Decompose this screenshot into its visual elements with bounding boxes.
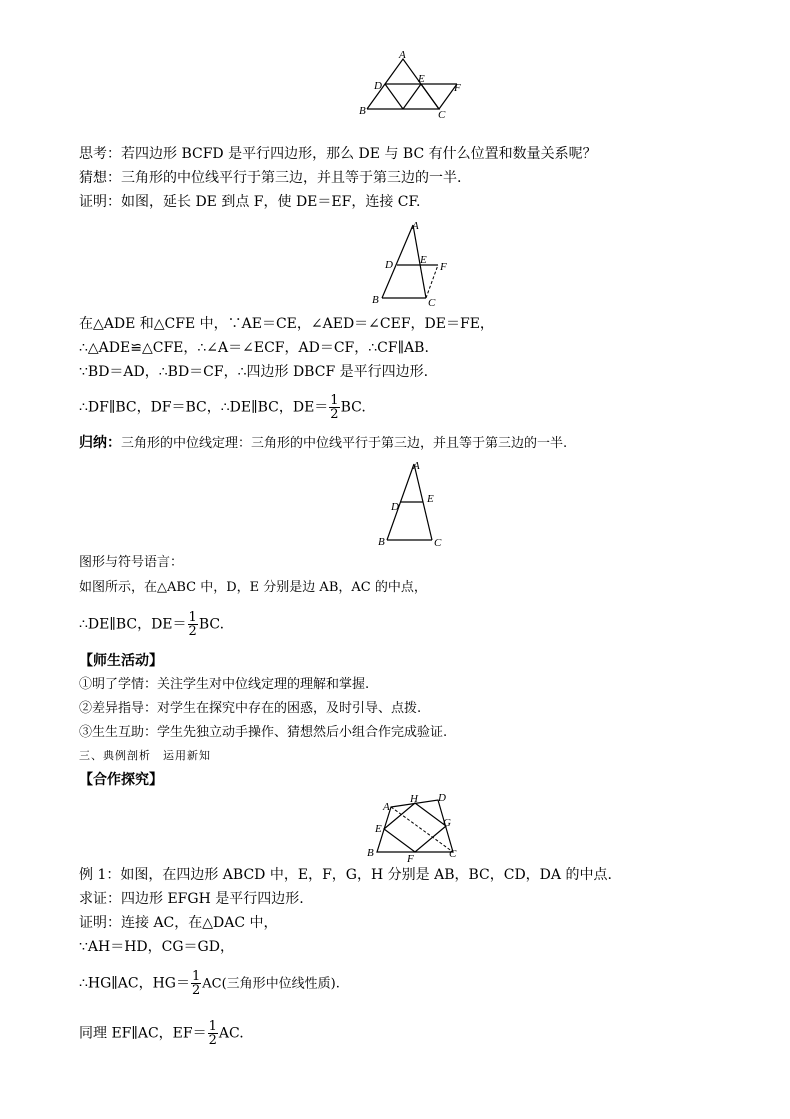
label-a: A bbox=[413, 460, 420, 472]
proof-line-4: ∵BD＝AD，∴BD＝CF，∴四边形 DBCF 是平行四边形. bbox=[79, 364, 429, 380]
label-b: B bbox=[378, 536, 385, 548]
fig-symbol-heading: 图形与符号语言： bbox=[79, 555, 184, 570]
proof-2-line-4-post: AC. bbox=[218, 1025, 244, 1042]
label-b: B bbox=[359, 105, 366, 117]
fraction-half bbox=[188, 611, 198, 638]
label-h: H bbox=[410, 793, 418, 805]
think-line: 思考：若四边形 BCFD 是平行四边形，那么 DE 与 BC 有什么位置和数量关系呢？ bbox=[79, 146, 597, 162]
proof-line-5-post: BC. bbox=[340, 399, 366, 416]
fraction-half bbox=[191, 970, 201, 997]
proof-2-line-4-pre: 同理 EF∥AC，EF＝ bbox=[79, 1025, 207, 1042]
summary-line bbox=[79, 432, 567, 455]
figure-quadrilateral bbox=[365, 792, 465, 867]
fraction-half bbox=[208, 1020, 218, 1047]
guess-line: 猜想：三角形的中位线平行于第三边，并且等于第三边的一半. bbox=[79, 170, 462, 186]
figure-triangle-grid bbox=[358, 49, 461, 121]
proof-2-line-3-post: AC(三角形中位线性质). bbox=[202, 976, 340, 992]
label-d: D bbox=[391, 501, 399, 513]
label-c: C bbox=[428, 297, 436, 309]
label-a: A bbox=[383, 801, 390, 813]
label-d: D bbox=[438, 792, 446, 804]
proof-2-line-4 bbox=[79, 1020, 244, 1047]
coop-heading: 【合作探究】 bbox=[79, 772, 163, 788]
label-b: B bbox=[372, 294, 379, 306]
label-e: E bbox=[427, 493, 434, 505]
label-c: C bbox=[438, 109, 446, 121]
label-g: G bbox=[443, 817, 451, 829]
label-d: D bbox=[385, 259, 393, 271]
label-a: A bbox=[399, 49, 406, 61]
label-e: E bbox=[375, 823, 382, 835]
prove-line: 求证：四边形 EFGH 是平行四边形. bbox=[79, 891, 304, 907]
activity-item-1: ①明了学情：关注学生对中位线定理的理解和掌握. bbox=[79, 677, 370, 692]
fraction-denominator: 2 bbox=[330, 407, 339, 422]
ts-activity-heading: 【师生活动】 bbox=[79, 653, 163, 669]
label-c: C bbox=[449, 848, 457, 860]
label-f: F bbox=[440, 261, 447, 273]
label-f: F bbox=[454, 82, 461, 94]
label-e: E bbox=[420, 254, 427, 266]
fraction-numerator: 1 bbox=[191, 969, 201, 984]
proof-2-line-1: 证明：连接 AC，在△DAC 中， bbox=[79, 915, 278, 931]
conclusion-post: BC. bbox=[198, 616, 225, 633]
example-1-line: 例 1：如图，在四边形 ABCD 中，E，F，G，H 分别是 AB，BC，CD，DA 的中点. bbox=[79, 867, 612, 883]
fraction-numerator: 1 bbox=[330, 393, 339, 408]
label-f: F bbox=[407, 853, 414, 865]
summary-text: 三角形的中位线定理：三角形的中位线平行于第三边，并且等于第三边的一半. bbox=[121, 436, 568, 451]
fraction-half bbox=[329, 394, 339, 421]
fraction-denominator: 2 bbox=[191, 983, 201, 998]
fraction-denominator: 2 bbox=[208, 1033, 217, 1048]
label-d: D bbox=[374, 80, 382, 92]
label-e: E bbox=[418, 73, 425, 85]
proof-line-2: 在△ADE 和△CFE 中，∵AE＝CE，∠AED＝∠CEF，DE＝FE， bbox=[79, 316, 494, 332]
label-b: B bbox=[367, 847, 374, 859]
fraction-numerator: 1 bbox=[188, 610, 197, 625]
fraction-denominator: 2 bbox=[188, 624, 197, 639]
proof-line-5 bbox=[79, 394, 366, 421]
figure-extended-midline bbox=[368, 220, 458, 310]
proof-line-5-pre: ∴DF∥BC，DF＝BC，∴DE∥BC，DE＝ bbox=[79, 399, 329, 416]
proof-intro-line: 证明：如图，延长 DE 到点 F，使 DE＝EF，连接 CF. bbox=[79, 194, 421, 210]
as-figure-line: 如图所示，在△ABC 中，D，E 分别是边 AB，AC 的中点， bbox=[79, 580, 427, 595]
section-3-heading: 三、典例剖析 运用新知 bbox=[79, 749, 211, 762]
proof-2-line-3 bbox=[79, 970, 340, 997]
conclusion-pre: ∴DE∥BC，DE＝ bbox=[79, 616, 187, 633]
activity-item-2: ②差异指导：对学生在探究中存在的困惑，及时引导、点拨. bbox=[79, 701, 422, 716]
proof-line-3: ∴△ADE≌△CFE，∴∠A＝∠ECF，AD＝CF，∴CF∥AB. bbox=[79, 340, 429, 356]
fraction-numerator: 1 bbox=[208, 1019, 217, 1034]
proof-2-line-2: ∵AH＝HD，CG＝GD， bbox=[79, 939, 234, 955]
conclusion-line bbox=[79, 611, 224, 638]
figure-midline-theorem bbox=[370, 458, 460, 548]
activity-item-3: ③生生互助：学生先独立动手操作、猜想然后小组合作完成验证. bbox=[79, 725, 448, 740]
label-c: C bbox=[434, 537, 442, 549]
proof-2-line-3-pre: ∴HG∥AC，HG＝ bbox=[79, 975, 190, 992]
label-a: A bbox=[412, 220, 419, 232]
summary-label: 归纳： bbox=[79, 435, 121, 451]
